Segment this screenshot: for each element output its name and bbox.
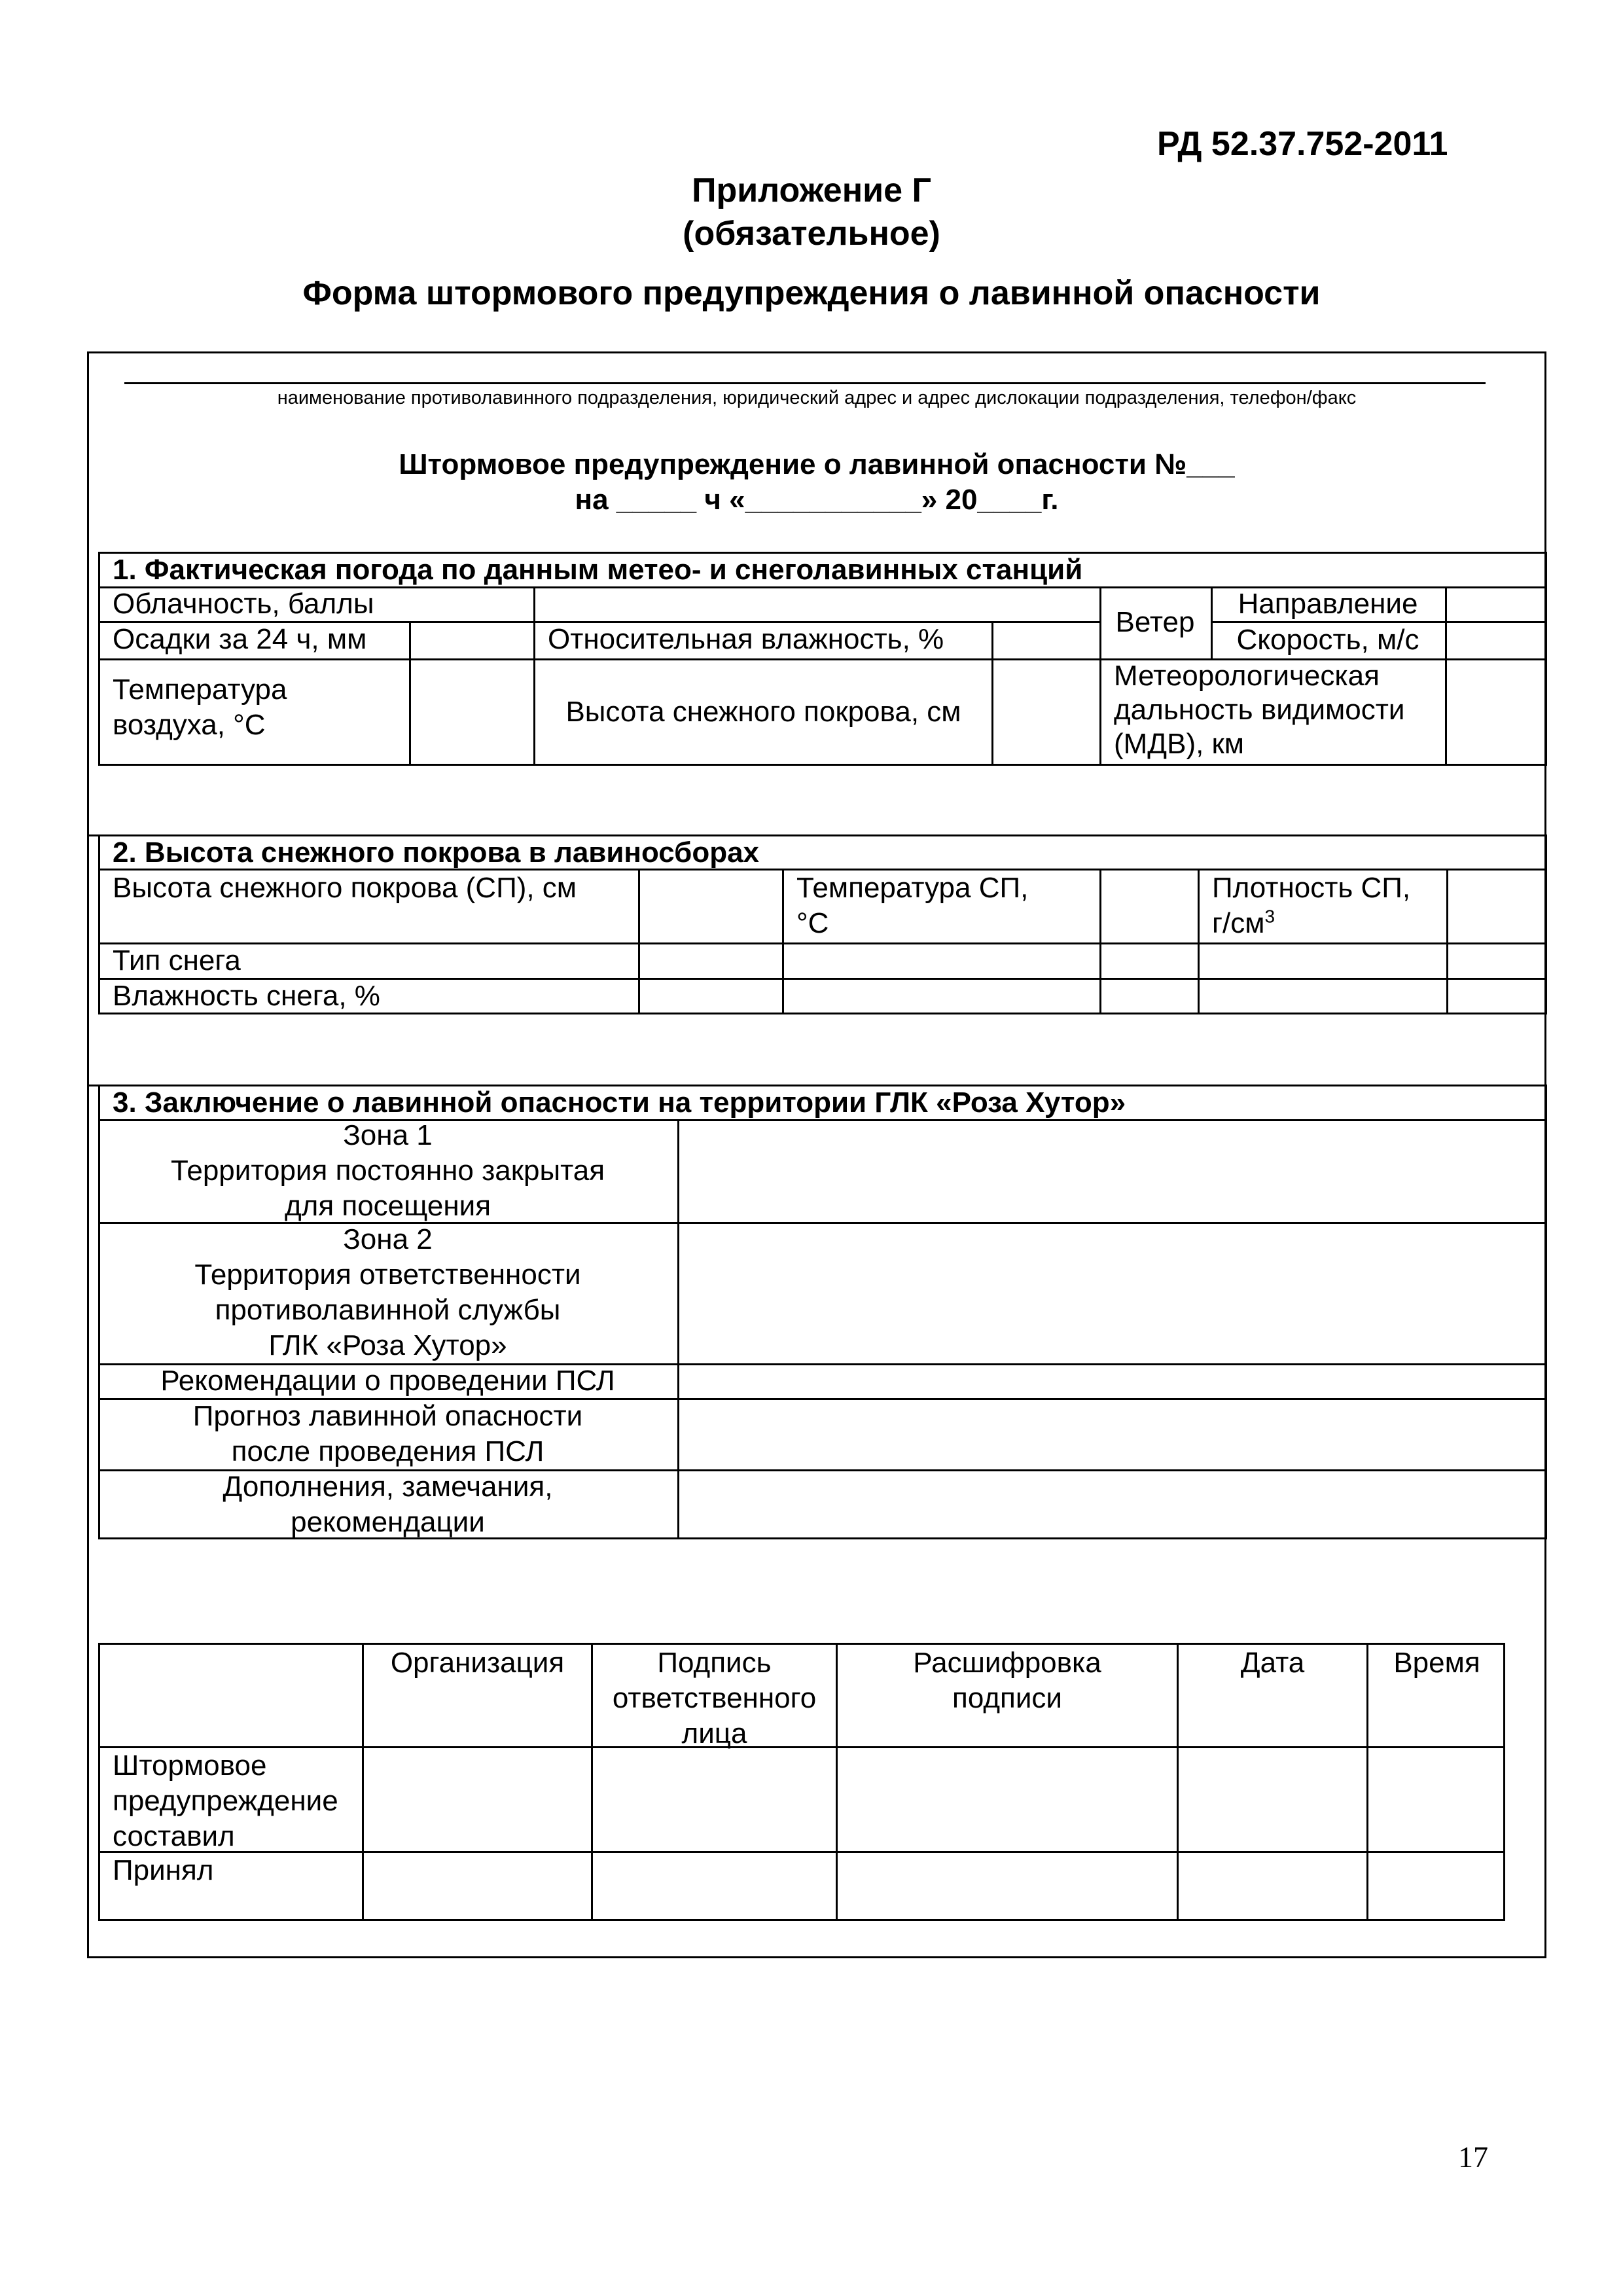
label-snow-moisture: Влажность снега, %: [113, 980, 380, 1012]
label-direction-text: Направление: [1238, 587, 1418, 620]
warning-title: Штормовое предупреждение о лавинной опасности №___: [399, 448, 1235, 480]
line: (МДВ), км: [1114, 728, 1245, 760]
warning-time: на _____ ч «___________» 20____г.: [575, 484, 1059, 516]
divider: [1445, 586, 1447, 766]
line: предупреждение: [113, 1785, 338, 1817]
col-date: [1179, 1645, 1366, 1681]
section2-heading: 2. Высота снежного покрова в лавиносборах: [113, 836, 760, 869]
line: Плотность СП,: [1212, 872, 1411, 904]
label-forecast: [98, 1398, 677, 1469]
label-snow-type: Тип снега: [113, 944, 241, 977]
unit-exponent: 3: [1264, 906, 1275, 927]
divider: [638, 869, 640, 1014]
divider: [1446, 869, 1448, 1014]
line: Температура: [113, 673, 287, 706]
line: [1212, 906, 1446, 941]
label-cover-density: [1198, 870, 1446, 941]
line: лица: [681, 1717, 747, 1749]
line: ГЛК «Роза Хутор»: [268, 1329, 507, 1361]
label-zone1: [98, 1119, 677, 1222]
line: Зона 1: [343, 1119, 433, 1151]
line: составил: [113, 1820, 235, 1852]
label-air-temperature: [98, 672, 409, 743]
line: Штормовое: [113, 1749, 267, 1782]
page-number: 17: [1458, 2140, 1488, 2174]
label-precipitation: Осадки за 24 ч, мм: [113, 623, 367, 655]
section1-heading: 1. Фактическая погода по данным метео- и снеголавинных станций: [113, 554, 1083, 586]
col-signature: [593, 1645, 836, 1751]
divider: [409, 621, 411, 766]
divider: [1177, 1643, 1179, 1921]
label-wind-speed: [1211, 621, 1445, 658]
line: рекомендации: [291, 1505, 485, 1538]
form-title: Форма штормового предупреждения о лавинной опасности: [302, 274, 1321, 312]
appendix-type: (обязательное): [683, 215, 940, 253]
label-snow-height-text: Высота снежного покрова, см: [565, 696, 961, 728]
line: противолавинной службы: [215, 1294, 561, 1326]
label-zone2: [98, 1222, 677, 1363]
line: Температура СП,: [796, 872, 1029, 904]
label-cover-height: Высота снежного покрова (СП), см: [113, 872, 577, 904]
line: °С: [796, 907, 829, 939]
line: Время: [1393, 1647, 1480, 1679]
label-cover-temperature: [782, 870, 1099, 941]
line: Дополнения, замечания,: [223, 1470, 553, 1503]
divider: [991, 621, 993, 766]
divider: [677, 1119, 679, 1539]
line: ответственного: [612, 1682, 817, 1714]
label-visibility: [1099, 659, 1445, 761]
label-wind: [1099, 586, 1211, 658]
label-cloudiness: Облачность, баллы: [113, 588, 374, 620]
label-wind-text: Ветер: [1115, 606, 1195, 638]
org-name-line[interactable]: [124, 382, 1486, 384]
line: Прогноз лавинной опасности: [192, 1399, 583, 1432]
appendix-title: Приложение Г: [692, 171, 931, 209]
line: Подпись: [657, 1647, 772, 1679]
label-direction: [1211, 586, 1445, 621]
label-recommendations: [98, 1363, 677, 1398]
col-time: [1368, 1645, 1505, 1681]
line: Территория ответственности: [194, 1259, 581, 1291]
line: Зона 2: [343, 1223, 433, 1255]
col-organization: [364, 1645, 591, 1681]
line: воздуха, °С: [113, 709, 266, 741]
line: Рекомендации о проведении ПСЛ: [160, 1364, 615, 1397]
line: Расшифровка: [913, 1647, 1101, 1679]
org-caption: наименование противолавинного подразделения, юридический адрес и адрес дислокации подразделения, телефон/факс: [277, 387, 1357, 408]
line: подписи: [952, 1682, 1062, 1714]
divider: [98, 942, 1547, 944]
line: Дата: [1240, 1647, 1305, 1679]
divider: [362, 1643, 364, 1921]
line: дальность видимости: [1114, 694, 1405, 726]
line: Организация: [390, 1647, 565, 1679]
document-code: РД 52.37.752-2011: [1157, 125, 1448, 163]
label-humidity: Относительная влажность, %: [548, 623, 944, 655]
unit: г/см: [1212, 907, 1265, 939]
divider: [1366, 1643, 1368, 1921]
line: после проведения ПСЛ: [231, 1435, 544, 1467]
label-snow-height: [535, 658, 991, 766]
line: для посещения: [284, 1189, 491, 1222]
row-received-by: [98, 1853, 362, 1888]
line: Метеорологическая: [1114, 660, 1380, 692]
line: Принял: [113, 1854, 214, 1886]
col-decode: [838, 1645, 1177, 1716]
label-wind-speed-text: Скорость, м/с: [1236, 623, 1419, 656]
label-additions: [98, 1469, 677, 1539]
row-issued-by: [98, 1748, 362, 1854]
divider: [1099, 869, 1101, 1014]
line: Территория постоянно закрытая: [170, 1154, 605, 1187]
section3-heading: 3. Заключение о лавинной опасности на территории ГЛК «Роза Хутор»: [113, 1086, 1126, 1119]
